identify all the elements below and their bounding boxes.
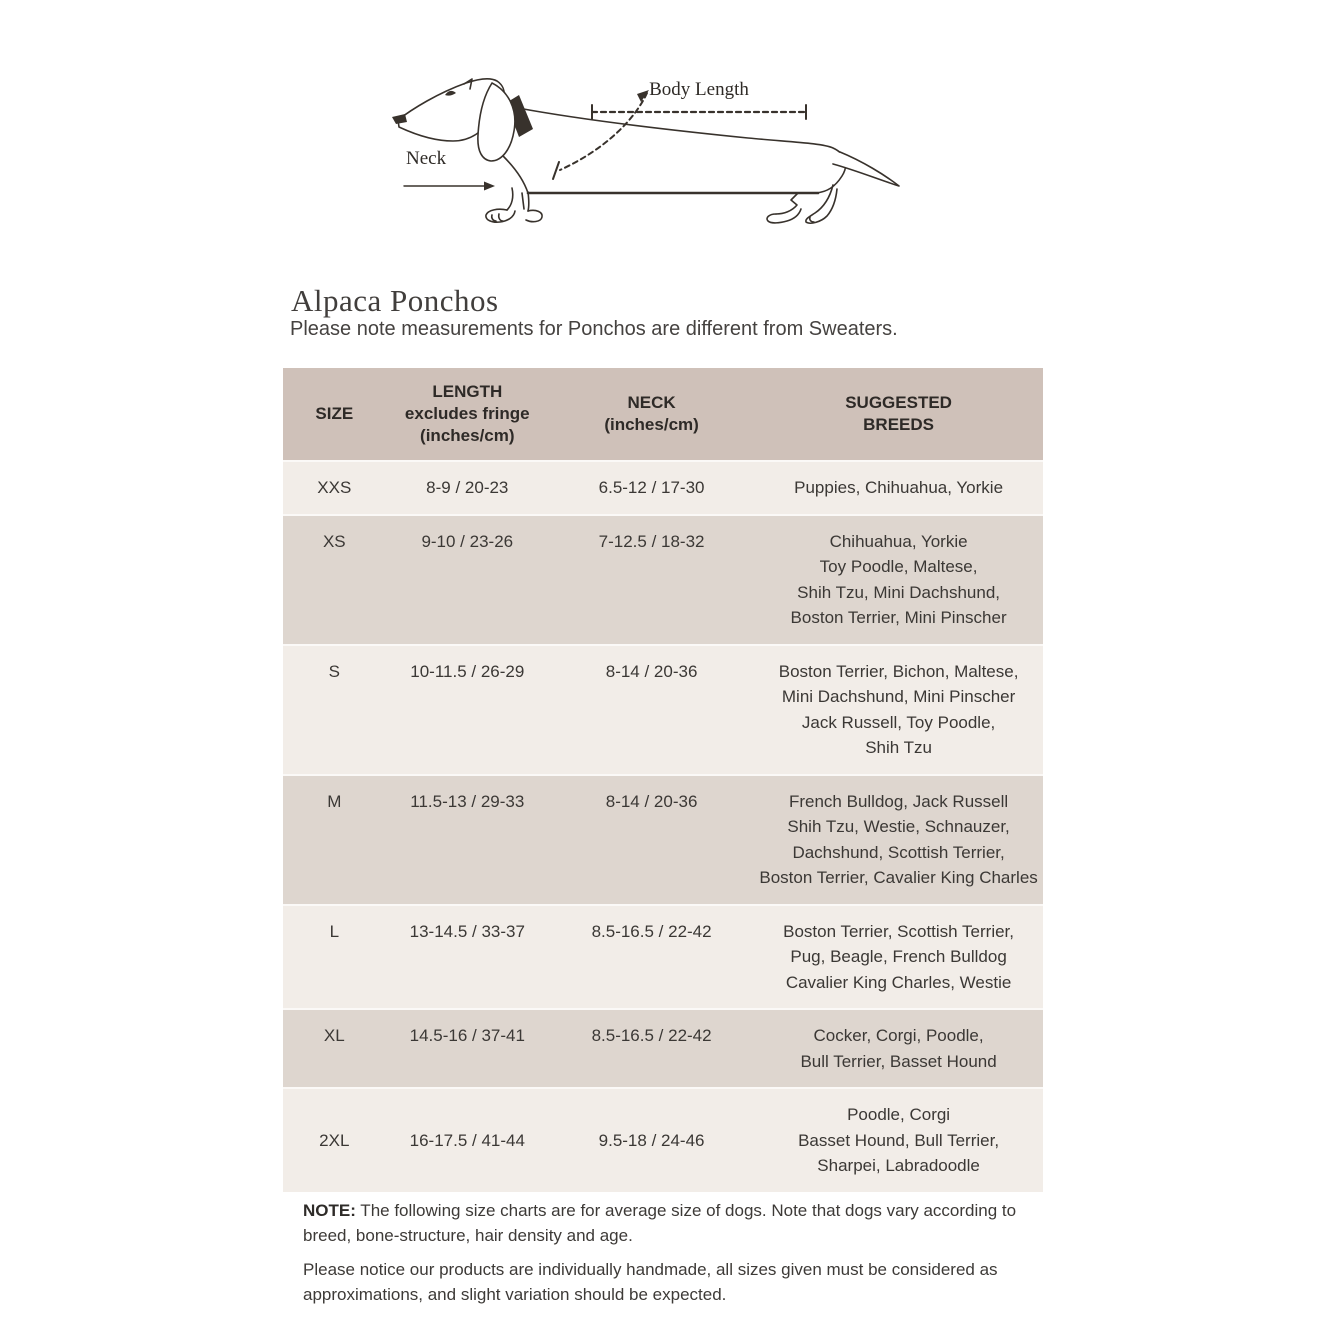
neck-cell: 7-12.5 / 18-32	[549, 514, 754, 644]
column-header-length	[386, 368, 549, 460]
breed-line: Shih Tzu	[865, 738, 932, 757]
table-row	[283, 514, 1043, 644]
header-line: LENGTH	[432, 382, 503, 401]
dachshund-illustration	[378, 57, 923, 242]
breed-line: Sharpei, Labradoodle	[817, 1156, 980, 1175]
breeds-cell	[754, 1087, 1043, 1192]
breeds-cell	[754, 1008, 1043, 1087]
size-cell: M	[283, 774, 386, 904]
breed-line: Shih Tzu, Mini Dachshund,	[797, 582, 1001, 602]
breed-line: Boston Terrier, Mini Pinscher	[790, 608, 1007, 627]
neck-label: Neck	[406, 148, 447, 169]
breed-line: Cocker, Corgi, Poodle,	[813, 1026, 984, 1045]
column-header-neck	[549, 368, 754, 460]
length-cell: 13-14.5 / 33-37	[386, 904, 549, 1009]
length-cell: 9-10 / 23-26	[386, 514, 549, 644]
header-line: NECK	[627, 393, 676, 412]
breed-line: Puppies, Chihuahua, Yorkie	[794, 478, 1004, 497]
table-row	[283, 1087, 1043, 1192]
table-row	[283, 1008, 1043, 1087]
breed-line: Boston Terrier, Scottish Terrier,	[783, 921, 1015, 941]
neck-cell: 8.5-16.5 / 22-42	[549, 1008, 754, 1087]
neck-cell: 8-14 / 20-36	[549, 644, 754, 774]
table-header-row	[283, 368, 1043, 460]
body-length-label: Body Length	[649, 79, 749, 100]
breed-line: Basset Hound, Bull Terrier,	[798, 1130, 1000, 1150]
size-cell: S	[283, 644, 386, 774]
table-row	[283, 644, 1043, 774]
neck-cell: 6.5-12 / 17-30	[549, 460, 754, 514]
breeds-cell	[754, 514, 1043, 644]
breeds-cell	[754, 774, 1043, 904]
breeds-cell	[754, 644, 1043, 774]
breed-line: Poodle, Corgi	[847, 1105, 951, 1124]
length-cell: 8-9 / 20-23	[386, 460, 549, 514]
breed-line: Jack Russell, Toy Poodle,	[801, 712, 996, 732]
breed-line: Toy Poodle, Maltese,	[819, 557, 978, 576]
neck-cell: 9.5-18 / 24-46	[549, 1087, 754, 1192]
breeds-cell	[754, 460, 1043, 514]
note-sizing	[303, 1198, 1048, 1248]
breed-line: French Bulldog, Jack Russell	[788, 791, 1009, 811]
length-cell: 14.5-16 / 37-41	[386, 1008, 549, 1087]
header-line: SIZE	[315, 404, 354, 423]
breed-line: Boston Terrier, Cavalier King Charles	[759, 868, 1038, 887]
size-cell: L	[283, 904, 386, 1009]
breed-line: Boston Terrier, Bichon, Maltese,	[778, 661, 1019, 681]
table-row	[283, 774, 1043, 904]
table-row	[283, 904, 1043, 1009]
neck-cell: 8.5-16.5 / 22-42	[549, 904, 754, 1009]
header-line: BREEDS	[863, 415, 935, 434]
length-cell: 10-11.5 / 26-29	[386, 644, 549, 774]
size-cell: XS	[283, 514, 386, 644]
breed-line: Pug, Beagle, French Bulldog	[790, 947, 1007, 966]
size-table-body	[283, 460, 1043, 1192]
size-cell: 2XL	[283, 1087, 386, 1192]
breed-line: Bull Terrier, Basset Hound	[800, 1051, 997, 1071]
subtitle-note: Please note measurements for Ponchos are different from Sweaters.	[290, 318, 898, 340]
breed-line: Dachshund, Scottish Terrier,	[792, 842, 1005, 862]
header-line: SUGGESTED	[845, 393, 952, 412]
breed-line: Shih Tzu, Westie, Schnauzer,	[787, 817, 1010, 836]
page-title: Alpaca Ponchos	[291, 282, 499, 318]
column-header-size	[283, 368, 386, 460]
measurement-figure	[378, 57, 923, 242]
size-cell: XXS	[283, 460, 386, 514]
note-handmade: Please notice our products are individually handmade, all sizes given must be considered as approximations, and slight variation should be expected.	[303, 1260, 998, 1304]
size-cell: XL	[283, 1008, 386, 1087]
table-row	[283, 460, 1043, 514]
header-line: (inches/cm)	[604, 415, 699, 434]
neck-cell: 8-14 / 20-36	[549, 774, 754, 904]
header-line: (inches/cm)	[420, 426, 515, 445]
length-cell: 11.5-13 / 29-33	[386, 774, 549, 904]
header-line: excludes fringe	[404, 404, 530, 423]
note-label: NOTE:	[303, 1201, 356, 1220]
breeds-cell	[754, 904, 1043, 1009]
breed-line: Cavalier King Charles, Westie	[785, 972, 1012, 992]
note-text: The following size charts are for average size of dogs. Note that dogs vary according to breed, bone-structure, hair density and age.	[303, 1201, 1017, 1245]
size-chart-table	[283, 368, 1043, 1192]
breed-line: Chihuahua, Yorkie	[829, 531, 968, 551]
breed-line: Mini Dachshund, Mini Pinscher	[781, 687, 1016, 706]
length-cell: 16-17.5 / 41-44	[386, 1087, 549, 1192]
column-header-breeds	[754, 368, 1043, 460]
